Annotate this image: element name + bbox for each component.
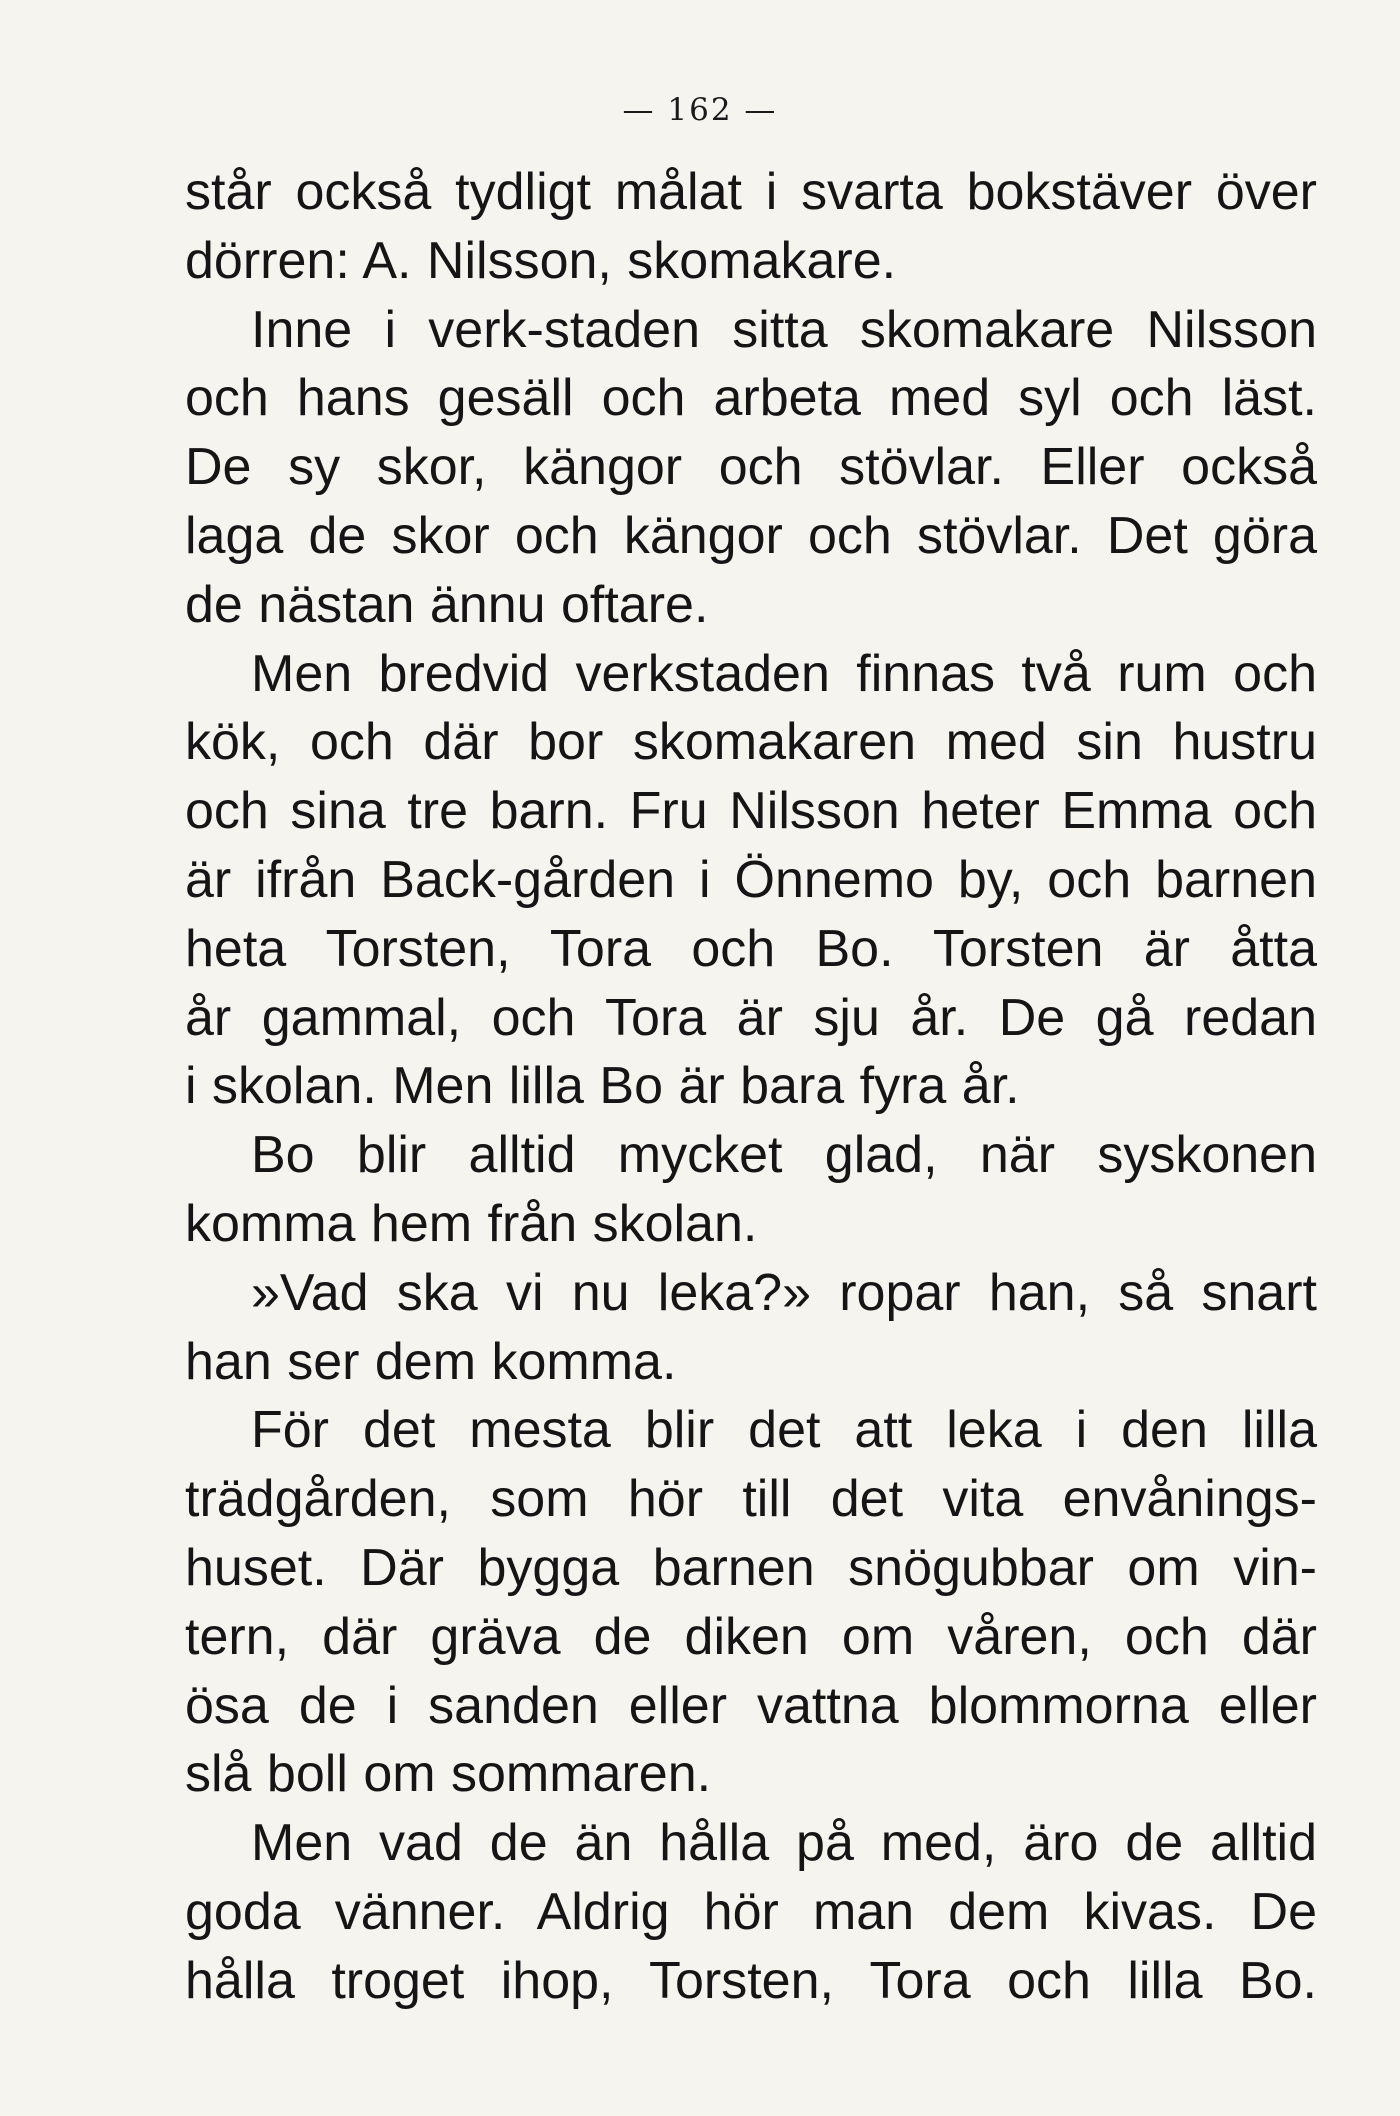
paragraph-first-line: »Vad ska vi nu leka?» ropar han, så snart [251, 1263, 1317, 1322]
text-line: tern, där gräva de diken om våren, och där [185, 1607, 1317, 1666]
text-line: år gammal, och Tora är sju år. De gå redan [185, 988, 1317, 1047]
text-line: står också tydligt målat i svarta bokstäver över [185, 163, 1317, 221]
text-line: de nästan ännu oftare. [185, 575, 709, 634]
text-line: i skolan. Men lilla Bo är bara fyra år. [185, 1057, 1020, 1116]
paragraph-first-line: För det mesta blir det att leka i den lilla [251, 1401, 1317, 1460]
text-line: laga de skor och kängor och stövlar. Det göra [185, 506, 1317, 565]
text-line: ösa de i sanden eller vattna blommorna eller [185, 1676, 1317, 1735]
text-line: är ifrån Back-gården i Önnemo by, och barnen [185, 850, 1317, 909]
text-line: hålla troget ihop, Torsten, Tora och lilla Bo. [185, 1951, 1317, 2010]
text-line: De sy skor, kängor och stövlar. Eller också [185, 438, 1317, 497]
paragraph-first-line: Inne i verk-staden sitta skomakare Nilsson [251, 300, 1317, 359]
text-line: kök, och där bor skomakaren med sin hustru [185, 713, 1317, 772]
text-line: huset. Där bygga barnen snögubbar om vin- [185, 1538, 1317, 1597]
text-line: dörren: A. Nilsson, skomakare. [185, 231, 897, 290]
paragraph-first-line: Men vad de än hålla på med, äro de alltid [251, 1814, 1317, 1873]
page-number: — 162 — [622, 92, 778, 128]
text-line: han ser dem komma. [185, 1332, 677, 1391]
paragraph-first-line: Bo blir alltid mycket glad, när syskonen [251, 1126, 1317, 1185]
text-line: och hans gesäll och arbeta med syl och läst. [185, 369, 1317, 428]
text-line: trädgården, som hör till det vita envånings- [185, 1470, 1317, 1529]
text-line: och sina tre barn. Fru Nilsson heter Emma och [185, 782, 1317, 841]
text-line: slå boll om sommaren. [185, 1745, 712, 1804]
body-text [185, 158, 1317, 2016]
text-line: goda vänner. Aldrig hör man dem kivas. De [185, 1882, 1317, 1941]
text-line: komma hem från skolan. [185, 1194, 758, 1253]
text-line: heta Torsten, Tora och Bo. Torsten är åtta [185, 919, 1317, 978]
paragraph-first-line: Men bredvid verkstaden finnas två rum och [251, 644, 1317, 703]
